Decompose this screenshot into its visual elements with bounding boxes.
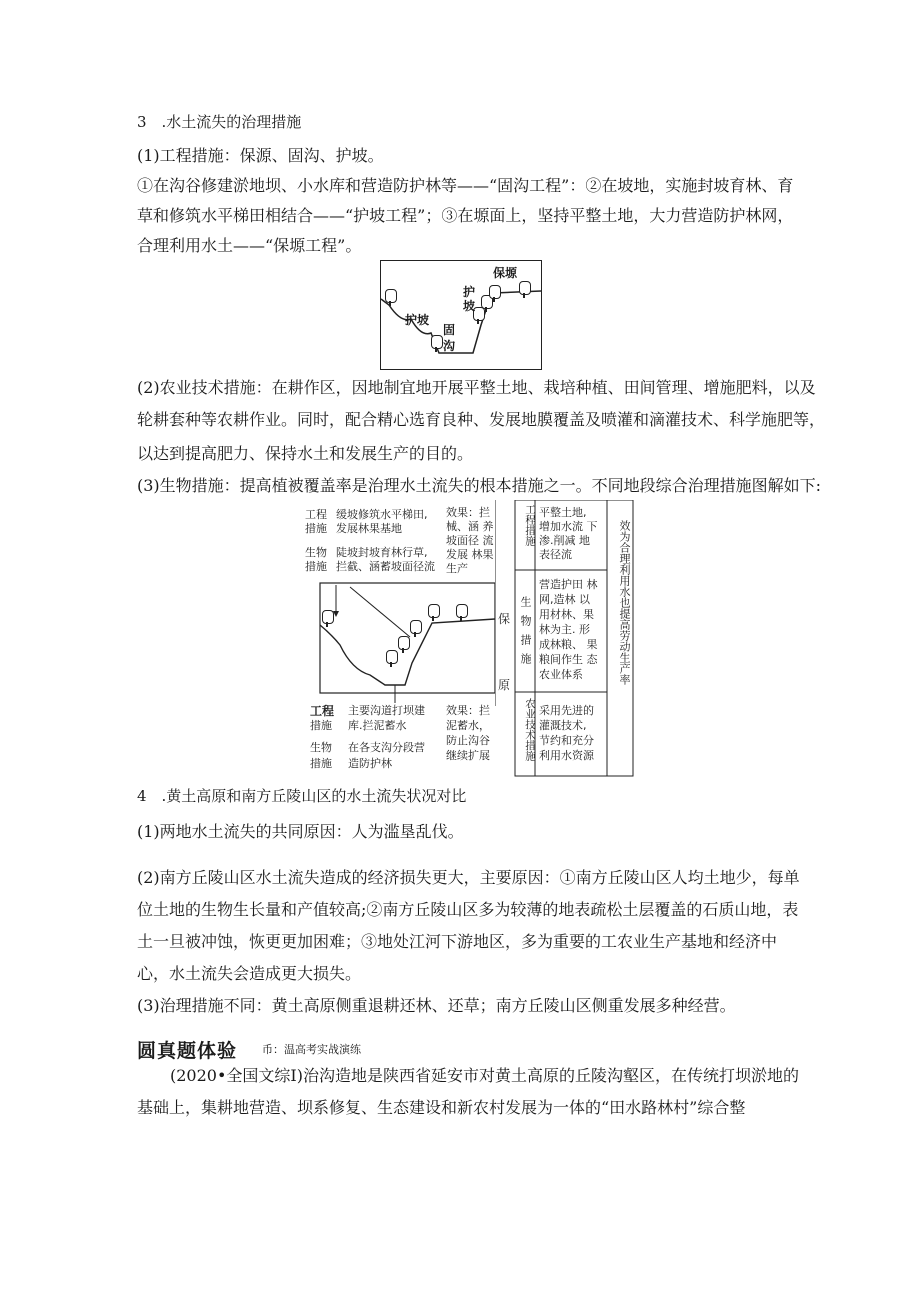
- paragraph-line: 以达到提高肥力、保持水土和发展生产的目的。: [137, 444, 474, 463]
- table-cell-text: 节约和充分: [539, 734, 594, 747]
- table-label-biological: 生物措施: [519, 596, 532, 672]
- label-measures: 措施: [305, 522, 327, 535]
- label-engineering: 工程: [305, 508, 327, 521]
- text-reservoir: 库.拦泥蓄水: [348, 719, 407, 732]
- text-dam: 主要沟道打坝建: [348, 704, 425, 717]
- table-effect-column: 效为合理利用水也提高劳动生产率: [618, 520, 631, 685]
- table-cell-text: 渗.削减 地: [539, 534, 590, 547]
- tree-icon: [385, 289, 397, 303]
- label-baoyuan: 保塬: [493, 266, 518, 280]
- text-orchard: 发展林果基地: [336, 522, 402, 535]
- table-cell-text: 灌溉技术,: [539, 719, 587, 732]
- tree-icon: [456, 604, 468, 618]
- table-cell-text: 平整土地,: [539, 506, 587, 519]
- label-gugou-1: 固: [443, 323, 456, 337]
- effect-text: 械、涵 养: [446, 520, 494, 533]
- paragraph-line: (1)两地水土流失的共同原因：人为滥垦乱伐。: [137, 822, 464, 841]
- paragraph-line: 位土地的生物生长量和产值较高;②南方丘陵山区多为较薄的地表疏松土层覆盖的石质山地，表: [137, 900, 799, 919]
- effect-text: 生产: [446, 562, 468, 575]
- text-runoff: 拦截、涵蓄坡面径流: [336, 560, 435, 573]
- tree-icon: [431, 335, 443, 349]
- table-cell-text: 用材林、果: [539, 608, 594, 621]
- tree-icon: [489, 285, 501, 299]
- text-steep-slope: 陡坡封坡育林行草,: [336, 546, 428, 559]
- label-engineering: 工程: [310, 704, 335, 718]
- text-terrace: 缓坡修筑水平梯田,: [336, 508, 428, 521]
- paragraph-line: ①在沟谷修建淤地坝、小水库和营造防护林等——“固沟工程”：②在坡地，实施封坡育林、育: [137, 176, 794, 195]
- table-cell-text: 营造护田 林: [539, 578, 598, 591]
- effect-text: 泥蓄水，: [446, 719, 490, 732]
- section-title-zhenti: 圆真题体验: [137, 1040, 238, 1062]
- tree-icon: [386, 650, 398, 664]
- section-subtitle: 币：温高考实战演练: [262, 1043, 361, 1056]
- label-hupo-right-2: 坡: [463, 299, 476, 313]
- table-cell-text: 林为主. 形: [539, 623, 590, 636]
- label-measures: 措施: [310, 757, 332, 770]
- label-bao: 保: [498, 612, 511, 626]
- paragraph-line: 土一旦被冲蚀，恢更更加困难；③地处江河下游地区，多为重要的工农业生产基地和经济中: [137, 932, 778, 951]
- label-hupo-right-1: 护: [463, 285, 476, 299]
- effect-text: 防止沟谷: [446, 734, 490, 747]
- table-cell-text: 粮间作生 态: [539, 653, 598, 666]
- gully-diagram-1: [380, 260, 542, 370]
- label-biological: 生物: [305, 546, 327, 559]
- tree-icon: [519, 281, 531, 295]
- label-measures: 措施: [310, 719, 332, 732]
- section-3-heading: 3 .水土流失的治理措施: [137, 113, 302, 131]
- table-cell-text: 成林粮、 果: [539, 638, 598, 651]
- table-cell-text: 网,造林 以: [539, 593, 590, 606]
- effect-text: 坡面径 流: [446, 534, 494, 547]
- label-yuan: 原: [498, 678, 511, 692]
- paragraph-line: (3)治理措施不同：黄土高原侧重退耕还林、还草；南方丘陵山区侧重发展多种经营。: [137, 996, 736, 1015]
- section-4-heading: 4 .黄土高原和南方丘陵山区的水土流失状况对比: [137, 787, 467, 805]
- paragraph-line: (2020•全国文综Ⅰ)治沟造地是陕西省延安市对黄土高原的丘陵沟壑区，在传统打坝淤地的: [170, 1066, 799, 1085]
- table-cell-text: 表径流: [539, 548, 572, 561]
- table-cell-text: 农业体系: [539, 668, 583, 681]
- text-branch-gully: 在各支沟分段营: [348, 741, 425, 754]
- table-label-engineering: 工程措施: [524, 504, 536, 546]
- paragraph-line: 基础上，集耕地营造、坝系修复、生态建设和新农村发展为一体的“田水路林村”综合整: [137, 1098, 746, 1117]
- paragraph-line: 心，水土流失会造成更大损失。: [137, 964, 362, 983]
- label-hupo-left: 护坡: [405, 313, 430, 327]
- paragraph-line: 合理利用水土——“保塬工程”。: [137, 236, 362, 255]
- label-biological: 生物: [310, 741, 332, 754]
- effect-text: 效果：拦: [446, 506, 490, 519]
- label-measures: 措施: [305, 560, 327, 573]
- label-gugou-2: 沟: [443, 339, 456, 353]
- effect-text: 继续扩展: [446, 749, 490, 762]
- paragraph-line: (2)南方丘陵山区水土流失造成的经济损失更大，主要原因：①南方丘陵山区人均土地少，每单: [137, 868, 800, 887]
- table-cell-text: 采用先进的: [539, 704, 594, 717]
- effect-text: 效果：拦: [446, 704, 490, 717]
- paragraph-line: 草和修筑水平梯田相结合——“护坡工程”；③在塬面上，坚持平整土地，大力营造防护林网，: [137, 206, 794, 225]
- paragraph-line: 轮耕套种等农耕作业。同时，配合精心选育良种、发展地膜覆盖及喷灌和滴灌技术、科学施肥等，: [137, 410, 826, 429]
- engineering-measures-line: (1)工程措施：保源、固沟、护坡。: [137, 146, 384, 165]
- table-label-agricultural: 农业技术措施: [524, 698, 536, 761]
- effect-text: 发展 林果: [446, 548, 494, 561]
- tree-icon: [322, 610, 334, 624]
- bio-measures-line: (3)生物措施：提高植被覆盖率是治理水土流失的根本措施之一。不同地段综合治理措施图解如下:: [137, 476, 822, 495]
- tree-icon: [398, 636, 410, 650]
- table-cell-text: 利用水资源: [539, 749, 594, 762]
- table-cell-text: 增加水流 下: [539, 520, 598, 533]
- tree-icon: [428, 604, 440, 618]
- text-shelterbelt: 造防护林: [348, 757, 392, 770]
- tree-icon: [410, 620, 422, 634]
- paragraph-line: (2)农业技术措施：在耕作区，因地制宜地开展平整土地、栽培种植、田间管理、增施肥料，以及: [137, 378, 816, 397]
